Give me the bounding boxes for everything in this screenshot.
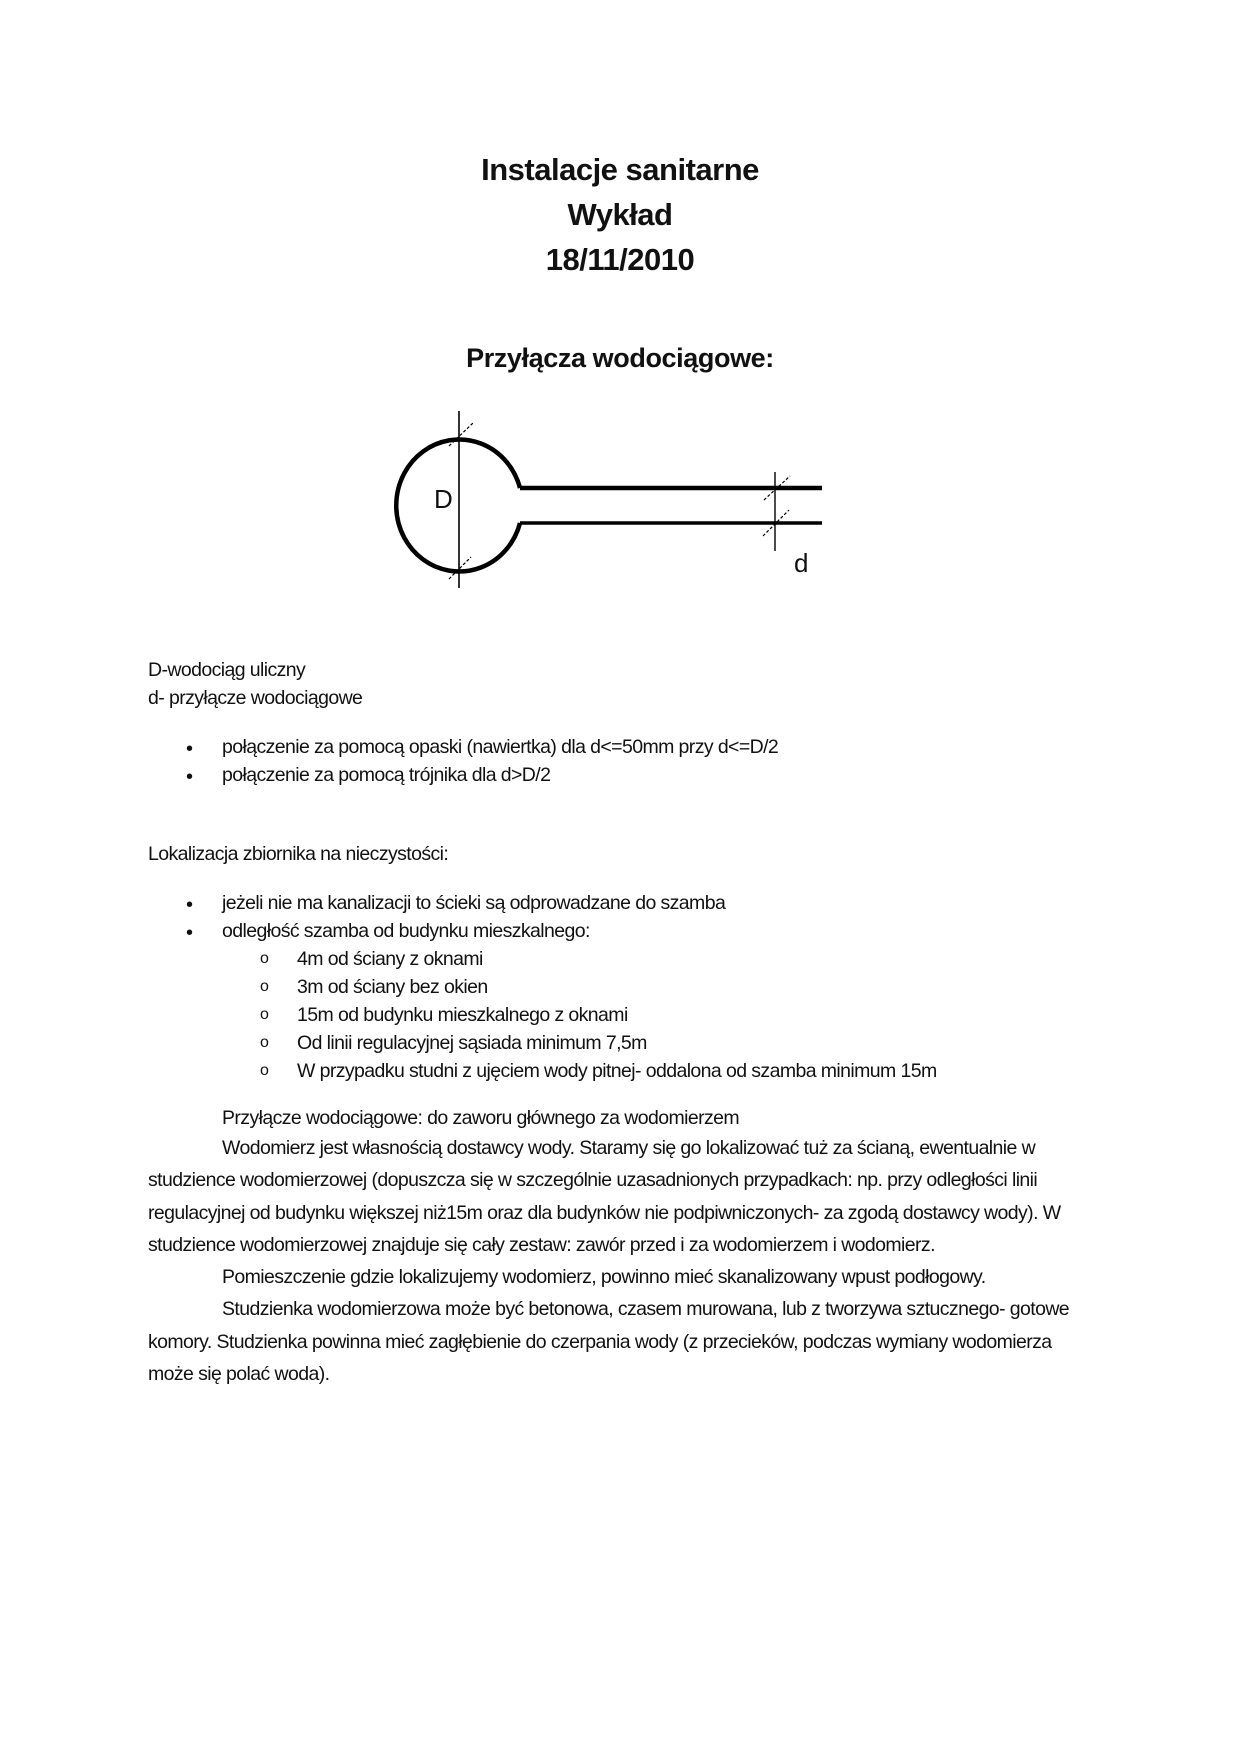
cesspool-bullet: jeżeli nie ma kanalizacji to ścieki są odprowadzane do szamba [222,892,726,914]
water-main-circle [396,440,520,572]
paragraph: Studzienka wodomierzowa może być betonowa, czasem murowana, lub z tworzywa sztucznego- gotowe komory. Studzienka powinna mieć zagłębienie do czerpania wody (z przecieków, podczas wymiany wodomierza może się polać woda). [148,1298,1070,1386]
connection-bullet: połączenie za pomocą opaski (nawiertka) dla d<=50mm przy d<=D/2 [222,736,779,758]
paragraph: Pomieszczenie gdzie lokalizujemy wodomierz, powinno mieć skanalizowany wpust podłogowy. [222,1266,986,1289]
paragraph: Przyłącze wodociągowe: do zaworu głównego za wodomierzem [222,1107,740,1129]
cesspool-heading: Lokalizacja zbiornika na nieczystości: [148,843,449,865]
title-line-2: Wykład [567,197,673,232]
bullet-icon: • [186,738,194,760]
sub-bullet-icon: o [260,950,269,967]
title-line-1: Instalacje sanitarne [481,152,759,187]
sub-bullet-icon: o [260,1034,269,1051]
tick-D-bottom [449,557,471,579]
sub-bullet-icon: o [260,1062,269,1079]
sub-bullet-icon: o [260,1006,269,1023]
body-text [148,1104,1088,1390]
diagram-label-D: D [434,484,453,514]
cesspool-sub-bullet: 3m od ściany bez okien [297,976,488,998]
section-heading: Przyłącza wodociągowe: [466,343,774,373]
legend-D: D-wodociąg uliczny [148,659,306,681]
diagram-label-d: d [794,548,809,578]
cesspool-bullet: odległość szamba od budynku mieszkalnego: [222,920,590,942]
title-date: 18/11/2010 [545,242,695,277]
cesspool-sub-bullet: 4m od ściany z oknami [297,948,483,970]
document-title [0,147,1240,282]
connection-bullet: połączenie za pomocą trójnika dla d>D/2 [222,764,551,786]
bullet-icon: • [186,766,194,788]
cesspool-sub-bullet: W przypadku studni z ujęciem wody pitnej- oddalona od szamba minimum 15m [297,1060,937,1082]
cesspool-sub-bullet: 15m od budynku mieszkalnego z oknami [297,1004,628,1026]
sub-bullet-icon: o [260,978,269,995]
cesspool-sub-bullet: Od linii regulacyjnej sąsiada minimum 7,5m [297,1032,647,1054]
bullet-icon: • [186,894,194,916]
bullet-icon: • [186,922,194,944]
paragraph: Wodomierz jest własnością dostawcy wody. Staramy się go lokalizować tuż za ścianą, ewentualnie w studzience wodomierzowej (dopuszcza się w szczególnie uzasadnionych przypadkach: np. przy odległości linii regulacyjnej od budynku większej niż15m oraz dla budynków nie podpiwniczonych- za zgodą dostawcy wody). W studzience wodomierzowej znajduje się cały zestaw: zawór przed i za wodomierzem i wodomierz. [148,1137,1061,1256]
legend-d: d- przyłącze wodociągowe [148,687,363,709]
